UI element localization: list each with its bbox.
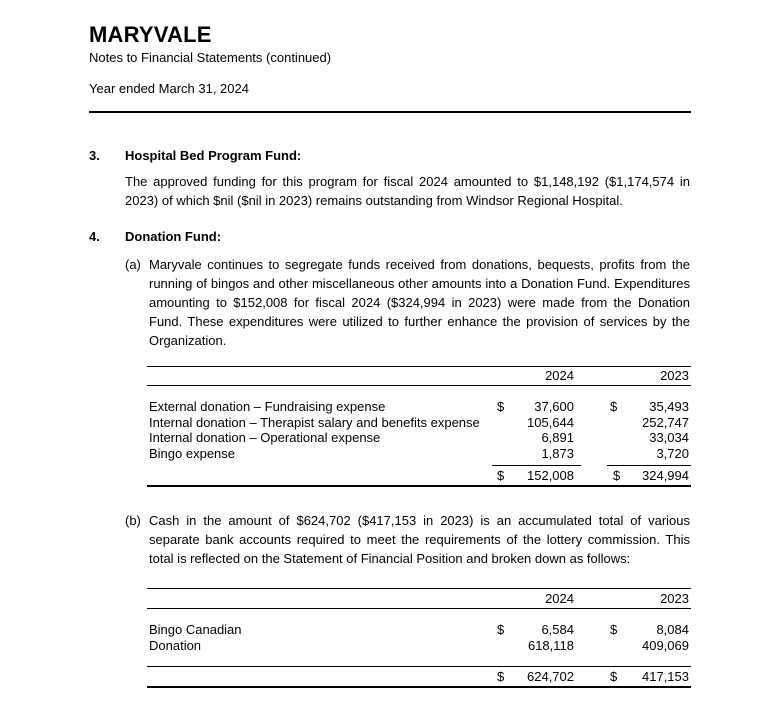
note-4-heading: Donation Fund: <box>125 229 222 244</box>
table-a-col-2023: 2023 <box>660 368 689 383</box>
table-cell-2023: 33,034 <box>649 430 689 445</box>
table-cell-2023: 35,493 <box>649 399 689 414</box>
table-cell-2023: 252,747 <box>642 414 689 430</box>
table-cell-2023: 3,720 <box>656 445 689 461</box>
note-3-text: The approved funding for this program for fiscal 2024 amounted to $1,148,192 ($1,174,574 in 2023) of which $nil ($nil in 2023) remains outstanding from Windsor Regional Hospital. <box>125 174 690 208</box>
currency-symbol: $ <box>497 468 505 483</box>
org-name: MARYVALE <box>89 22 212 47</box>
table-cell-2024: 6,584 <box>541 622 574 637</box>
part-a-text: Maryvale continues to segregate funds received from donations, bequests, profits from the running of bingos and other miscellaneous other amounts into a Donation Fund. Expenditures amounting to $152,008 for fiscal 2024 ($324,994 in 2023) were made from the Donation Fund. These expenditures were utilized to further enhance the provision of services by the Organization. <box>149 257 690 348</box>
table-b-bottom-rule <box>147 686 691 688</box>
table-b-header-rule <box>147 608 691 609</box>
period-label: Year ended March 31, 2024 <box>89 81 249 96</box>
page-subtitle: Notes to Financial Statements (continued) <box>89 50 332 65</box>
table-row-label: Internal donation – Therapist salary and benefits expense <box>149 414 480 430</box>
table-a-header-rule <box>147 385 691 386</box>
note-3-heading: Hospital Bed Program Fund: <box>125 148 302 163</box>
table-total-2024: 624,702 <box>527 669 574 684</box>
currency-symbol: $ <box>497 399 505 414</box>
table-cell-2023: 409,069 <box>642 637 689 653</box>
table-row-label: Donation <box>149 637 202 653</box>
table-a-top-rule <box>147 366 691 367</box>
table-cell-2024: 37,600 <box>534 399 574 414</box>
currency-symbol: $ <box>497 622 505 637</box>
table-a-col-2024: 2024 <box>545 368 574 383</box>
table-total-2024: 152,008 <box>527 468 574 483</box>
currency-symbol: $ <box>610 669 618 684</box>
table-b-subtotal-rule <box>147 666 691 667</box>
header-divider <box>89 111 691 113</box>
currency-symbol: $ <box>497 669 505 684</box>
table-row-label: Internal donation – Operational expense <box>149 430 381 445</box>
part-b-marker: (b) <box>125 513 141 528</box>
note-4-number: 4. <box>89 229 100 244</box>
table-cell-2024: 6,891 <box>541 430 574 445</box>
table-total-2023: 324,994 <box>642 468 689 483</box>
table-b-col-2023: 2023 <box>660 591 689 606</box>
table-b-col-2024: 2024 <box>545 591 574 606</box>
table-cell-2024: 105,644 <box>527 414 574 430</box>
table-b-top-rule <box>147 588 691 589</box>
table-cell-2024: 618,118 <box>527 637 574 653</box>
note-3-number: 3. <box>89 148 100 163</box>
table-row-label: External donation – Fundraising expense <box>149 399 386 414</box>
table-cell-2023: 8,084 <box>656 622 689 637</box>
part-a-marker: (a) <box>125 257 141 272</box>
table-row-label: Bingo Canadian <box>149 622 242 637</box>
table-row-label: Bingo expense <box>149 445 236 461</box>
part-b-text: Cash in the amount of $624,702 ($417,153 in 2023) is an accumulated total of various separate bank accounts required to meet the requirements of the lottery commission. This total is reflected on the Statement of Financial Position and broken down as follows: <box>149 513 690 566</box>
table-cell-2024: 1,873 <box>541 445 574 461</box>
currency-symbol: $ <box>610 622 618 637</box>
subtotal-rule-2023 <box>607 465 691 466</box>
currency-symbol: $ <box>613 468 621 483</box>
table-a-bottom-rule <box>147 485 691 487</box>
currency-symbol: $ <box>610 399 618 414</box>
subtotal-rule-2024 <box>492 465 581 466</box>
table-total-2023: 417,153 <box>642 669 689 684</box>
